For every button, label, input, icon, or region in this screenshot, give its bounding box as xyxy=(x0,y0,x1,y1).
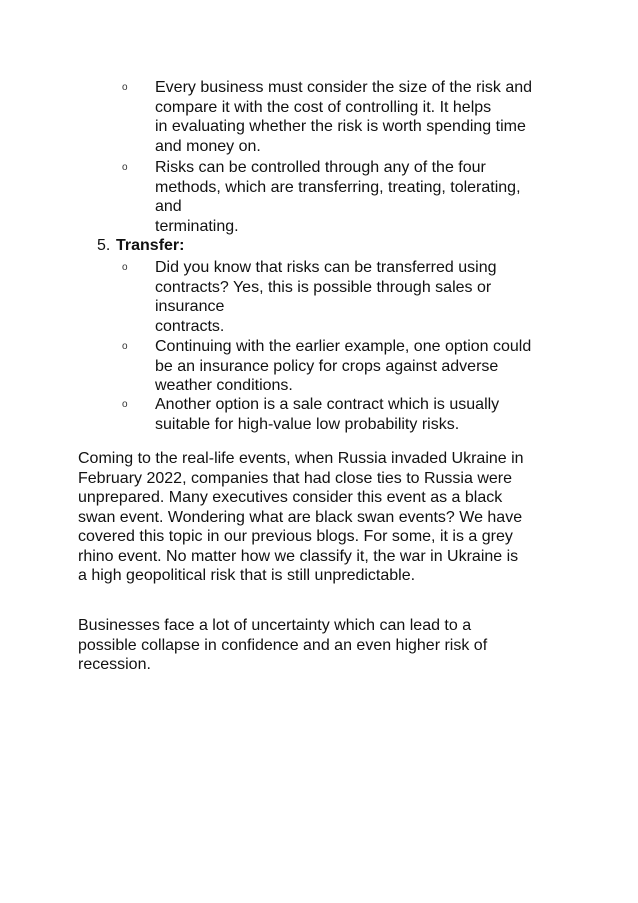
bullet-text-line: Risks can be controlled through any of the four xyxy=(155,159,486,176)
bullet-text-line: compare it with the cost of controlling it. It helps xyxy=(155,98,492,116)
paragraph-line: covered this topic in our previous blogs. For some, it is a grey xyxy=(78,528,513,545)
bullet-text-line: terminating. xyxy=(155,217,239,235)
bullet-text-line: Did you know that risks can be transferred using xyxy=(155,259,497,276)
bullet-text-line: and xyxy=(155,198,182,215)
bullet-text-line: suitable for high-value low probability risks. xyxy=(155,415,460,433)
bullet-text-line: Every business must consider the size of the risk and xyxy=(155,79,533,96)
bullet-text-line: contracts. xyxy=(155,317,225,335)
paragraph-line: recession. xyxy=(78,656,151,673)
bullet-text-line: weather conditions. xyxy=(155,377,293,394)
bullet-marker: o xyxy=(122,82,128,93)
bullet-marker: o xyxy=(122,341,128,352)
body-paragraph xyxy=(78,449,578,586)
bullet-item xyxy=(122,258,582,336)
bullet-text-line: in evaluating whether the risk is worth spending time xyxy=(155,118,526,135)
body-paragraph xyxy=(78,616,578,675)
section-title: Transfer: xyxy=(116,237,185,254)
paragraph-line: swan event. Wondering what are black swan events? We have xyxy=(78,508,523,526)
paragraph-line: Businesses face a lot of uncertainty which can lead to a xyxy=(78,617,472,634)
bullet-text-line: and money on. xyxy=(155,137,261,155)
bullet-text-line: contracts? Yes, this is possible through sales or xyxy=(155,278,492,296)
paragraph-line: possible collapse in confidence and an even higher risk of xyxy=(78,636,488,654)
paragraph-line: February 2022, companies that had close ties to Russia were xyxy=(78,469,513,487)
bullet-item xyxy=(122,78,582,156)
bullet-marker: o xyxy=(122,162,128,173)
paragraph-line: unprepared. Many executives consider this event as a black xyxy=(78,489,503,506)
bullet-text-line: insurance xyxy=(155,298,225,315)
bullet-text-line: methods, which are transferring, treating, tolerating, xyxy=(155,178,521,196)
bullet-text-line: be an insurance policy for crops against adverse xyxy=(155,357,499,375)
bullet-item xyxy=(122,337,582,396)
paragraph-line: Coming to the real-life events, when Russia invaded Ukraine in xyxy=(78,450,524,467)
section-heading xyxy=(97,236,184,256)
bullet-item xyxy=(122,158,582,236)
bullet-marker: o xyxy=(122,399,128,410)
bullet-item xyxy=(122,395,582,434)
bullet-text-line: Continuing with the earlier example, one option could xyxy=(155,338,532,355)
bullet-marker: o xyxy=(122,262,128,273)
bullet-text-line: Another option is a sale contract which is usually xyxy=(155,396,500,413)
section-number: 5. xyxy=(97,237,111,254)
paragraph-line: rhino event. No matter how we classify it, the war in Ukraine is xyxy=(78,547,519,565)
paragraph-line: a high geopolitical risk that is still unpredictable. xyxy=(78,567,416,584)
